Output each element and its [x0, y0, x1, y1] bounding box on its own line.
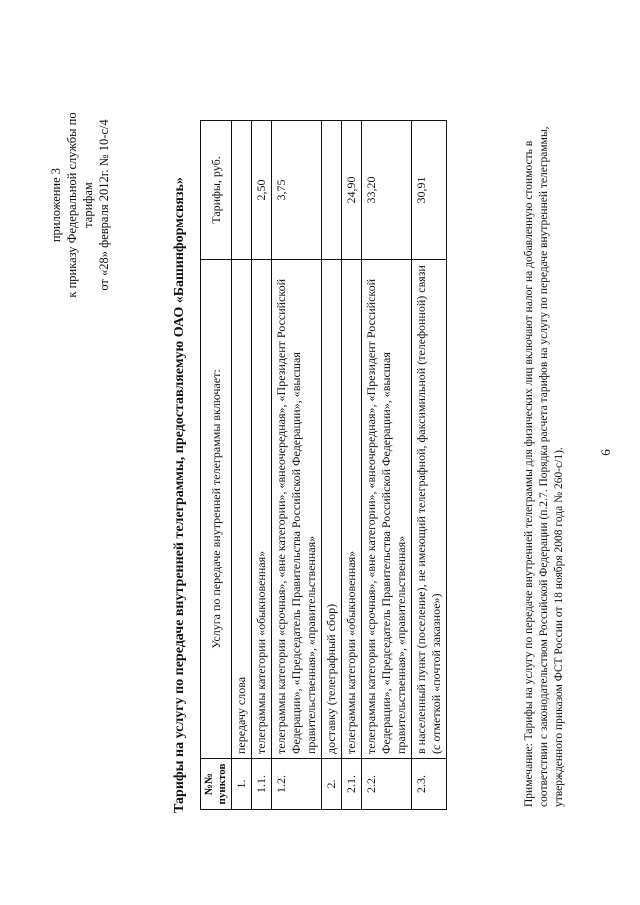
table-row [362, 121, 412, 810]
row-price [322, 121, 342, 260]
row-num: 2.2. [362, 759, 412, 810]
row-price: 2,50 [252, 121, 272, 260]
header-num: №№ пунктов [201, 759, 232, 810]
row-service: телеграммы категории «срочная», «вне категории», «внеочередная», «Президент Российской Федерации», «Председатель Правительства Российской Федерации», «высшая правительственная», «правительственная» [272, 260, 322, 759]
header-service: Услуга по передаче внутренней телеграммы включает: [201, 260, 232, 759]
row-num: 1.2. [272, 759, 322, 810]
document-title: Тарифы на услугу по передаче внутренней телеграммы, предоставляемую ОАО «Башинформсвязь» [172, 177, 187, 813]
appendix-line-1: приложение 3 [49, 167, 63, 243]
row-service: доставку (телеграфный сбор) [322, 260, 342, 759]
row-num: 2.3. [412, 759, 447, 810]
table-header-row [201, 121, 232, 810]
appendix-line-2: к приказу Федеральной службы по [65, 112, 79, 298]
row-num: 2. [322, 759, 342, 810]
row-service: передачу слова [232, 260, 252, 759]
row-price: 33,20 [362, 121, 412, 260]
row-service: телеграммы категории «срочная», «вне категории», «внеочередная», «Президент Российской Федерации», «Председатель Правительства Российской Федерации», «высшая правительственная», «правительственная» [362, 260, 412, 759]
table-row [272, 121, 322, 810]
row-service: телеграммы категории «обыкновенная» [342, 260, 362, 759]
table-row [322, 121, 342, 810]
row-price: 3,75 [272, 121, 322, 260]
page-number: 6 [598, 449, 613, 456]
appendix-line-3: тарифам [81, 182, 95, 228]
table-row [252, 121, 272, 810]
header-price: Тарифы, руб. [201, 121, 232, 260]
appendix-line-4: от «28» февраля 2012г. № 10-с/4 [97, 119, 111, 291]
row-num: 2.1. [342, 759, 362, 810]
table-row [232, 121, 252, 810]
appendix-header [48, 65, 112, 345]
row-price [232, 121, 252, 260]
row-service: в населенный пункт (поселение), не имеющий телеграфной, факсимильной (телефонной) связи (с отметкой «почтой заказное») [412, 260, 447, 759]
row-num: 1. [232, 759, 252, 810]
table-row [342, 121, 362, 810]
row-service: телеграммы категории «обыкновенная» [252, 260, 272, 759]
row-price: 30,91 [412, 121, 447, 260]
table-row [412, 121, 447, 810]
row-num: 1.1. [252, 759, 272, 810]
row-price: 24,90 [342, 121, 362, 260]
footnote: Примечание: Тарифы на услугу по передаче внутренней телеграммы для физических лиц включают налог на добавленную стоимость в соответствии с законодательством Российской Федерации (п.2.7. Порядка расчета тарифов на услугу по передаче внутренней телеграммы, утвержденного приказом ФСТ России от 18 ноября 2008 года № 260-с/1). [523, 126, 565, 807]
tariff-table [200, 120, 447, 810]
